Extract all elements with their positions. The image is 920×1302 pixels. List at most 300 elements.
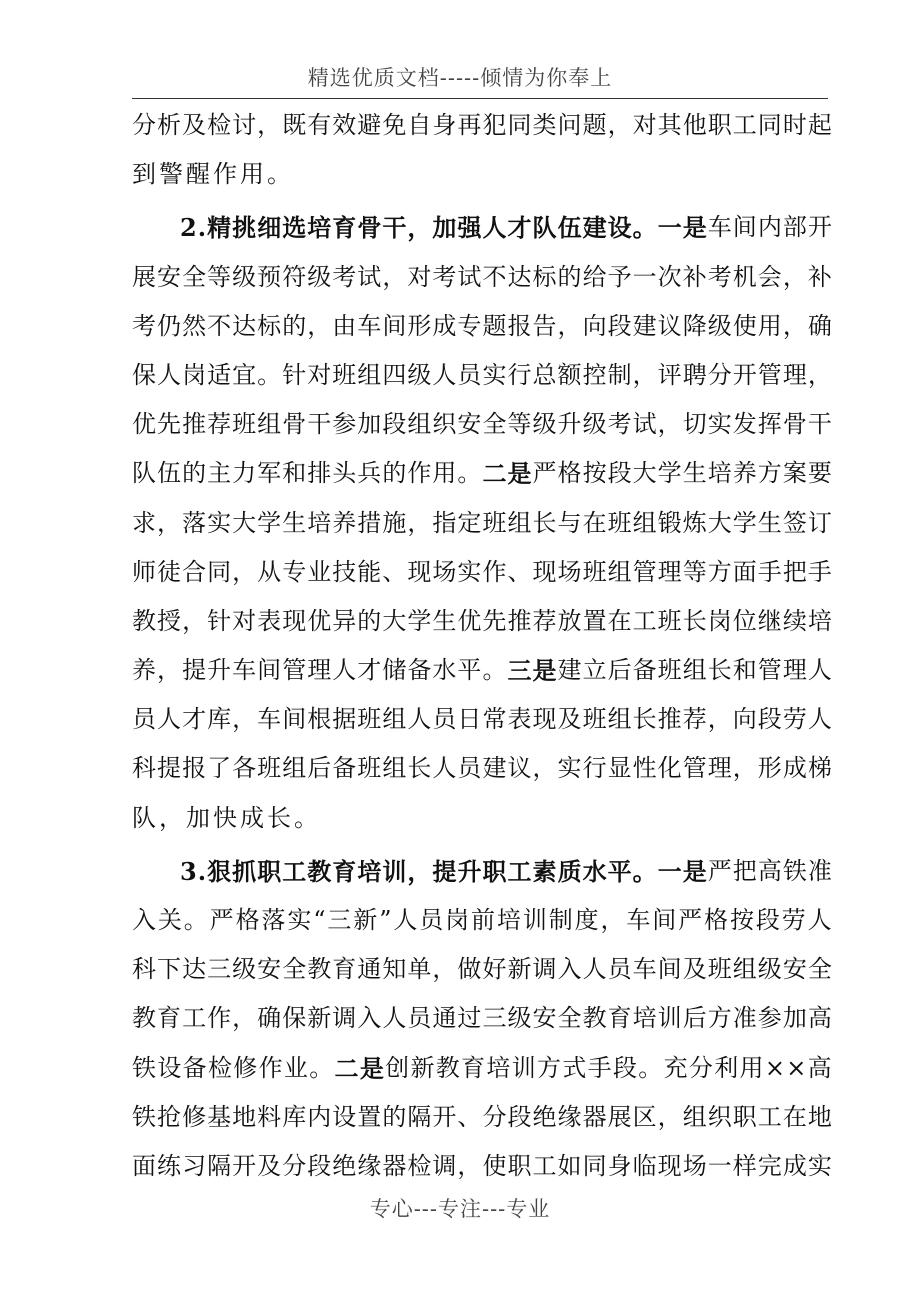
text-char: 建 [482,754,507,783]
text-char: 技 [332,557,357,586]
text-char: 设 [332,1102,357,1131]
text-char: 专 [282,557,307,586]
text-char: 训 [511,1053,536,1082]
text-char: 报 [182,754,207,783]
text-char: 生 [682,459,707,488]
bold-text: 建 [582,213,607,243]
text-char: 主 [207,459,232,488]
text-char: 实 [557,754,582,783]
text-char: 的 [382,459,407,488]
text-char: 用 [739,1053,764,1082]
text-char: 班 [607,508,632,537]
text-char: 段 [382,410,407,439]
bold-text: 细 [257,213,282,243]
bold-text: 一 [657,213,682,243]
text-char: 人 [157,705,182,734]
text-char: 长 [532,508,557,537]
text-char: 指 [432,508,457,537]
text-char: 岗 [707,606,732,635]
text-char: 临 [632,1151,657,1180]
text-char: 适 [207,360,232,389]
text-char: 先 [157,410,182,439]
text-char: 培 [307,508,332,537]
text-char: 置 [582,606,607,635]
text-char: 长 [407,754,432,783]
text-char: 才 [182,705,207,734]
paragraph-line [132,994,832,1043]
text-char: 段 [607,459,632,488]
paragraph-line [132,203,832,252]
text-char: 员 [432,705,457,734]
text-char: 后 [607,656,632,685]
text-char: 组 [382,705,407,734]
text-char: 犯 [482,111,507,139]
text-char: 样 [732,1151,757,1180]
text-char: 类 [532,111,557,139]
text-char: ， [600,906,625,934]
text-char: 题 [482,311,507,340]
text-char: ， [532,754,557,783]
text-char: 育 [332,955,357,984]
text-char: 职 [507,1151,532,1180]
text-char: 考 [432,262,457,291]
text-char: 职 [732,1102,757,1131]
text-char: 问 [557,111,582,139]
bold-text: 是 [359,1053,384,1083]
text-char: 备 [332,754,357,783]
bold-text: 骨 [357,213,382,243]
text-char: 安 [157,262,182,291]
text-char: 考 [332,262,357,291]
text-char: 通 [357,955,382,984]
text-char: ， [782,311,807,340]
text-char: 身 [607,1151,632,1180]
text-char: 理 [657,557,682,586]
text-char: 人 [332,656,357,685]
text-char: 升 [207,656,232,685]
paragraph-line [132,646,832,695]
text-char: 及 [257,1151,282,1180]
text-char: 班 [332,360,357,389]
text-char: 用 [240,160,267,189]
text-char: 试 [632,410,657,439]
text-char: 和 [282,459,307,488]
text-char: 利 [714,1053,739,1082]
text-char: 人 [807,656,832,685]
text-char: 生 [282,508,307,537]
text-char: 段 [757,705,782,734]
text-char: 修 [182,1102,207,1131]
text-char: 前 [471,906,496,934]
text-char: 排 [307,459,332,488]
paragraph-line [132,499,832,548]
document-body [132,101,832,1191]
text-char: 推 [182,410,207,439]
text-char: 展 [132,262,156,291]
text-char: 与 [557,508,582,537]
text-char: 长 [682,606,707,635]
text-char: 。 [294,803,321,832]
bold-text: 挑 [232,213,257,243]
text-char: 班 [232,410,257,439]
text-char: 教 [132,1004,156,1033]
text-char: 养 [332,508,357,537]
text-char: 伍 [157,459,182,488]
text-char: 免 [382,111,407,139]
text-char: 养 [732,459,757,488]
text-char: 要 [807,459,832,488]
bold-text: 是 [532,656,557,686]
text-char: 三 [327,906,352,934]
text-char: 析 [157,111,182,139]
text-char: 考 [132,311,156,340]
bold-text: 三 [507,656,532,686]
text-char: 达 [232,311,257,340]
text-char: 提 [182,656,207,685]
text-char: ， [307,311,332,340]
text-char: 补 [682,262,707,291]
text-char: 铁 [132,1053,156,1082]
text-char: 缘 [357,1151,382,1180]
text-char: 场 [432,557,457,586]
bold-text: 职 [482,856,507,886]
paragraph-line [132,1142,832,1191]
text-char: 段 [307,1151,332,1180]
bold-text: . [197,856,207,886]
text-char: 对 [632,111,657,139]
text-char: ” [379,906,392,934]
text-char: 严 [209,906,234,934]
text-char: 不 [207,311,232,340]
text-char: 作 [258,1053,283,1082]
text-char: 的 [182,459,207,488]
text-char: 。 [183,906,208,934]
text-char: 作 [213,160,240,189]
text-char: 作 [207,1004,232,1033]
text-char: 考 [607,410,632,439]
text-char: 置 [357,1102,382,1131]
text-char: 格 [235,906,260,934]
text-char: ， [407,508,432,537]
text-char: 知 [382,955,407,984]
text-char: 大 [232,508,257,537]
text-char: ， [707,705,732,734]
text-char: 才 [357,656,382,685]
text-char: 设 [157,1053,182,1082]
bold-text: 训 [382,856,407,886]
text-char: 达 [507,262,532,291]
text-char: 检 [207,1053,232,1082]
text-char: “ [313,906,326,934]
text-char: 组 [607,705,632,734]
text-char: ， [157,656,182,685]
text-char: 手 [807,557,832,586]
paragraph-line [132,400,832,449]
text-char: 向 [582,311,607,340]
text-char: 建 [632,311,657,340]
text-char: 理 [782,360,807,389]
text-char: ， [432,955,457,984]
text-char: 人 [432,754,457,783]
text-char: 签 [782,508,807,537]
text-char: 班 [357,754,382,783]
text-char: 工 [532,1151,557,1180]
text-char: 在 [782,1102,807,1131]
text-char: 长 [632,705,657,734]
text-char: 开 [807,213,832,242]
text-char: 备 [407,656,432,685]
text-char: 理 [782,656,807,685]
text-char: 长 [267,803,294,832]
paragraph-line [132,1044,832,1093]
text-char: 通 [432,1004,457,1033]
text-char: 针 [282,360,307,389]
text-char: 入 [557,955,582,984]
text-char: 保 [132,360,156,389]
text-char: 头 [332,459,357,488]
text-char: 单 [407,955,432,984]
text-char: 宜 [232,360,257,389]
text-char: 方 [757,459,782,488]
text-char: 订 [807,508,832,537]
text-char: 会 [757,262,782,291]
text-char: 保 [282,1004,307,1033]
text-char: 表 [507,705,532,734]
text-char: ， [157,508,182,537]
text-char: 隔 [407,1102,432,1131]
bold-text: 。 [632,213,657,243]
bold-text: ， [407,213,432,243]
paragraph-line [132,253,832,302]
text-char: 推 [657,705,682,734]
text-char: 参 [757,1004,782,1033]
text-char: 措 [357,508,382,537]
text-char: 教 [582,1004,607,1033]
text-char: 开 [432,1102,457,1131]
text-char: 储 [382,656,407,685]
text-char: 兵 [357,459,382,488]
text-char: 、 [457,1102,482,1131]
text-char: 他 [682,111,707,139]
text-char: 补 [807,262,832,291]
text-char: 安 [532,1004,557,1033]
text-char: 实 [457,557,482,586]
text-char: 培 [632,1004,657,1033]
text-char: 织 [707,1102,732,1131]
text-char: 部 [782,213,807,242]
text-char: 落 [182,508,207,537]
text-char: 形 [757,754,782,783]
text-char: 锻 [657,508,682,537]
text-char: 人 [432,360,457,389]
paragraph-line [132,847,832,896]
text-char: 等 [507,410,532,439]
text-char: 队 [132,803,159,832]
text-char: 班 [482,508,507,537]
text-char: 使 [482,1151,507,1180]
text-char: 隔 [207,1151,232,1180]
text-char: 区 [632,1102,657,1131]
text-char: 工 [182,1004,207,1033]
text-char: 人 [807,906,832,934]
bold-text: 抓 [232,856,257,886]
text-char: 对 [307,360,332,389]
text-char: 。 [638,1053,663,1082]
text-char: 学 [732,508,757,537]
text-char: ， [232,705,257,734]
text-char: 培 [707,459,732,488]
paragraph-line [132,945,832,994]
text-char: ， [632,360,657,389]
text-char: 调 [332,1004,357,1033]
paragraph-line [132,695,832,744]
text-char: 到 [132,160,159,189]
text-char: 在 [607,606,632,635]
text-char: 长 [707,656,732,685]
text-char: 把 [732,856,757,885]
bold-text: 。 [632,856,657,886]
text-char: 级 [507,1004,532,1033]
text-char: 育 [607,1004,632,1033]
text-char: 军 [257,459,282,488]
text-char: 建 [557,656,582,685]
text-char: 总 [532,360,557,389]
text-char: 理 [307,656,332,685]
text-char: 快 [213,803,240,832]
text-char: 既 [282,111,307,139]
paragraph-line [132,744,832,793]
text-char: 异 [332,606,357,635]
text-char: 授 [157,606,182,635]
text-char: 格 [704,906,729,934]
text-char: 案 [782,459,807,488]
text-char: 全 [182,262,207,291]
text-char: 分 [282,1151,307,1180]
bold-text: 平 [607,856,632,886]
text-char: 。 [457,459,482,488]
text-char: 使 [732,311,757,340]
bold-text: 设 [607,213,632,243]
text-char: 训 [522,906,547,934]
text-char: 后 [682,1004,707,1033]
text-char: 组 [357,360,382,389]
text-char: 方 [707,1004,732,1033]
text-char: 面 [732,557,757,586]
text-char: 组 [682,1102,707,1131]
text-char: 四 [382,360,407,389]
text-char: 评 [657,360,682,389]
bold-text: 一 [657,856,682,886]
text-char: 班 [707,955,732,984]
text-char: 完 [757,1151,782,1180]
text-char: 据 [332,705,357,734]
text-char: 段 [507,1102,532,1131]
text-char: 管 [282,656,307,685]
text-char: 骨 [282,410,307,439]
text-char: 挥 [757,410,782,439]
text-char: 聘 [682,360,707,389]
text-char: 警 [159,160,186,189]
text-char: ， [557,311,582,340]
text-char: 同 [507,111,532,139]
text-char: 定 [457,508,482,537]
text-char: 高 [807,1053,832,1082]
text-char: 车 [632,955,657,984]
text-char: 考 [707,262,732,291]
text-char: 地 [807,1102,832,1131]
text-char: 同 [757,111,782,139]
text-char: 。 [267,160,294,189]
bold-text: 选 [282,213,307,243]
text-char: 岗 [445,906,470,934]
bold-text: 加 [432,213,457,243]
text-char: 间 [657,955,682,984]
text-char: 按 [729,906,754,934]
text-char: 生 [432,606,457,635]
text-char: 新 [507,955,532,984]
bold-text: 升 [457,856,482,886]
bold-text: 伍 [557,213,582,243]
bold-text: 是 [682,856,707,886]
text-char: 求 [132,508,156,537]
paragraph-line [132,150,832,199]
text-char: 方 [707,557,732,586]
text-char: ， [807,360,832,389]
text-char: 如 [557,1151,582,1180]
bold-text: 工 [282,856,307,886]
text-char: 自 [407,111,432,139]
text-char: 器 [382,1151,407,1180]
text-char: 醒 [186,160,213,189]
text-char: 荐 [207,410,232,439]
text-char: × [764,1053,785,1082]
text-char: 组 [257,410,282,439]
text-char: 能 [357,557,382,586]
text-char: 管 [632,557,657,586]
text-char: 对 [407,262,432,291]
text-char: 化 [657,754,682,783]
bold-text: 提 [432,856,457,886]
bold-text: 培 [307,213,332,243]
text-char: 放 [557,606,582,635]
text-char: 员 [457,754,482,783]
bold-text: 水 [582,856,607,886]
text-char: 及 [557,705,582,734]
text-char: 给 [582,262,607,291]
text-char: 大 [632,459,657,488]
text-char: 内 [307,1102,332,1131]
text-char: 告 [532,311,557,340]
text-char: 间 [257,656,282,685]
text-char: 梯 [807,754,832,783]
text-char: 干 [807,410,832,439]
text-char: 现 [282,606,307,635]
text-char: 库 [282,1102,307,1131]
text-char: 高 [757,856,782,885]
text-char: 用 [757,311,782,340]
text-char: 人 [157,360,182,389]
text-char: 组 [507,508,532,537]
text-char: 大 [382,606,407,635]
text-char: 训 [657,1004,682,1033]
text-char: 继 [757,606,782,635]
text-char: 绝 [332,1151,357,1180]
text-char: 常 [482,705,507,734]
text-char: 不 [482,262,507,291]
text-char: 教 [132,606,156,635]
text-char: 全 [482,410,507,439]
text-char: 合 [182,557,207,586]
